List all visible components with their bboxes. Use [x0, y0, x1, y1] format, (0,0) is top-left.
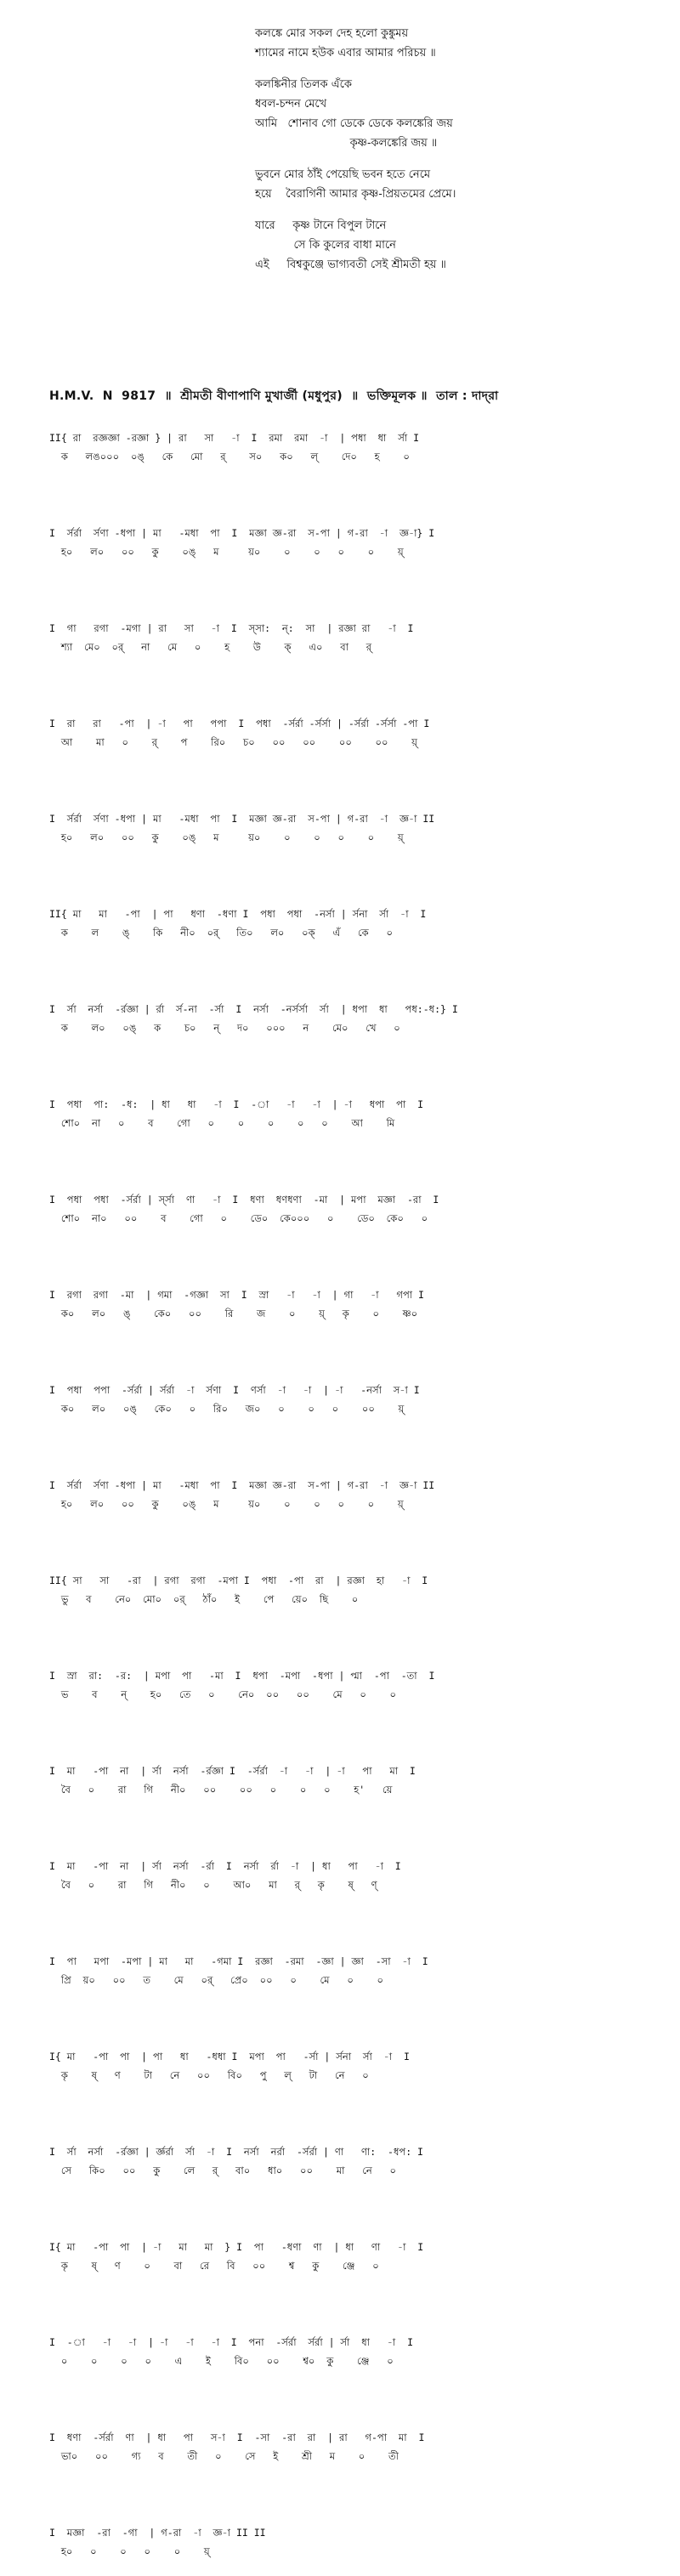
- sahitya-line: আ মা ০ র্‌ প রি০ চ০ ০০ ০০ ০০ ০০ য়্‌: [60, 736, 417, 748]
- sahitya-line: শো০ না০ ০০ ব গো ০ ডে০ কে০০০ ০ ডে০ কে০ ০: [49, 1212, 428, 1224]
- swara-line: II{ সা সা -রা | রগা রগা -মপা I পধা -পা রা | রজ্ঞা হা -া I: [49, 1575, 428, 1586]
- lyric-line: যারে কৃষ্ণ টানে বিপুল টানে: [255, 219, 387, 232]
- notation-row: [49, 1858, 670, 1954]
- swara-line: I স্রা রা: -র: | মপা পা -মা I ধপা -মপা -ধপা | প্মা -পা -তা I: [49, 1670, 435, 1682]
- sahitya-line: হ০ ল০ ০০ কু ০ঙ্‌ ম য়০ ০ ০ ০ ০ য়্‌: [60, 546, 404, 558]
- sahitya-line: বৈ ০ রা গি নী০ ০ আ০ মা র্‌ কৃ ষ্‌ ণ্‌: [60, 1879, 377, 1891]
- notation-row: [49, 1763, 670, 1858]
- notation-row: [49, 621, 670, 716]
- notation-row: [49, 430, 670, 525]
- lyric-line: সে কি কুলের বাধা মানে: [255, 239, 396, 252]
- swara-line: I রা রা -পা | -া পা পপা I পধা -র্সর্রা -র্সর্সা | -র্সর্রা -র্সর্সা -পা I: [49, 718, 430, 729]
- notation-row: [49, 716, 670, 811]
- swara-line: II{ মা মা -পা | পা ধণা -ধণা I পধা পধা -নর্সা | র্সনা র্সা -া I: [49, 908, 427, 920]
- sahitya-line: ক ল০ ০ঙ্‌ ক চ০ ন্‌ দ০ ০০০ ন মে০ খে ০: [49, 1022, 400, 1034]
- lyric-line: কৃষ্ণ-কলঙ্কেরি জয় ॥: [255, 137, 438, 150]
- sahitya-line: ভু ব নে০ মো০ ০র্‌ ঠাঁ০ ই পে য়ে০ ছি ০: [49, 1593, 359, 1605]
- swara-line: I মজ্ঞা -রা -গা | গ-রা -া জ্ঞ-া II II: [49, 2527, 266, 2539]
- swara-line: I ধণা -র্সর্রা ণা | ধা পা স-া I -সা -রা রা | রা গ-পা মা I: [49, 2431, 425, 2443]
- lyrics-stanza-2: [255, 75, 654, 153]
- notation-row: [49, 906, 670, 1001]
- swara-line: I মা -পা না | র্সা নর্সা -র্রজ্ঞা I -র্সর্রা -া -া | -া পা মা I: [49, 1765, 416, 1777]
- lyric-line: শ্যামের নামে হউক এবার আমার পরিচয় ॥: [255, 47, 436, 60]
- swara-line: I পধা পপা -র্সর্রা | র্সর্রা -া র্সণা I ণর্সা -া -া | -া -নর্সা স-া I: [49, 1384, 420, 1396]
- notation-row: [49, 2430, 670, 2525]
- sahitya-line: কৃ ষ্‌ ণ টা নে ০০ বি০ পু ল্‌ টা নে ০: [49, 2069, 369, 2081]
- swara-line: I পধা পধা -র্সর্রা | র্স্সা ণা -া I ধণা ধণধণা -মা | মপা মজ্ঞা -রা I: [49, 1194, 439, 1206]
- notation-row: [49, 1668, 670, 1763]
- sahitya-line: কৃ ষ্‌ ণ ০ বা রে বি ০০ শ্ব কু ঞ্জে ০: [49, 2260, 379, 2272]
- lyric-line: হয়ে বৈরাগিনী আমার কৃষ্ণ-প্রিয়তমের প্রেমে।: [255, 188, 456, 201]
- swara-line: I মা -পা না | র্সা নর্সা -র্রা I নর্সা র্রা -া | ধা পা -া I: [49, 1860, 401, 1872]
- sahitya-line: হ০ ০ ০ ০ ০ য়্‌: [60, 2545, 210, 2557]
- lyrics-stanza-3: [255, 165, 654, 204]
- sahitya-line: ০ ০ ০ ০ এ ই বি০ ০০ শ্ব০ কু ঞ্জে ০: [49, 2355, 394, 2367]
- song-lyrics: [255, 24, 654, 287]
- sahitya-line: ক০ ল০ ০ঙ্‌ কে০ ০ রি০ জ০ ০ ০ ০ ০০ য়্‌: [60, 1403, 405, 1415]
- notation-row: [49, 1097, 670, 1192]
- lyric-line: ধবল-চন্দন মেখে: [255, 98, 327, 111]
- lyric-line: কলঙ্কে মোর সকল দেহ হলো কুঙ্কুময়: [255, 27, 409, 40]
- sahitya-line: বৈ ০ রা গি নী০ ০০ ০০ ০ ০ ০ হ' য়ে: [49, 1784, 393, 1796]
- notation-row: [49, 1192, 670, 1287]
- notation-row: [49, 811, 670, 906]
- swara-line: I গা রগা -মগা | রা সা -া I স্সা: ন্‌: সা | রজ্ঞা রা -া I: [49, 622, 414, 634]
- lyrics-stanza-1: [255, 24, 654, 63]
- notation-row: [49, 2525, 670, 2576]
- record-header: H.M.V. N 9817 ॥ শ্রীমতী বীণাপাণি মুখার্জী (মধুপুর) ॥ ভক্তিমূলক ॥ তাল : দাদ্‌রা: [49, 389, 499, 403]
- sahitya-line: ক০ ল০ ঙ্‌ কে০ ০০ রি জ ০ য়্‌ কৃ ০ ষ্ণ০: [49, 1308, 418, 1319]
- notation-row: [49, 2335, 670, 2430]
- notation-row: [49, 525, 670, 621]
- sahitya-line: হ০ ল০ ০০ কু ০ঙ্‌ ম য়০ ০ ০ ০ ০ য়্‌: [60, 831, 404, 843]
- notation-body: [49, 430, 670, 2576]
- swara-line: I{ মা -পা পা | পা ধা -ধধা I মপা পা -র্সা | র্সনা র্সা -া I: [49, 2051, 410, 2063]
- notation-row: [49, 1001, 670, 1097]
- notation-row: [49, 2049, 670, 2144]
- notation-row: [49, 1382, 670, 1478]
- sahitya-line: ভা০ ০০ গ্য ব তী ০ সে ই শ্রী ম ০ তী: [49, 2450, 399, 2462]
- swara-line: I -া -া -া | -া -া -া I পনা -র্সর্রা র্সর্রা | র্সা ধা -া I: [49, 2336, 413, 2348]
- notation-row: [49, 1287, 670, 1382]
- lyric-line: এই বিশ্বকুঞ্জে ভাগ্যবতী সেই শ্রীমতী হয় ॥: [255, 258, 446, 271]
- notation-row: [49, 2144, 670, 2239]
- notation-row: [49, 1954, 670, 2049]
- swara-line: II{ রা রজ্ঞজ্ঞা -রজ্ঞা } | রা সা -া I রমা রমা -া | পধা ধা র্সা I: [49, 432, 420, 444]
- notation-row: [49, 2239, 670, 2335]
- swara-line: I র্সা নর্সা -র্রজ্ঞা | র্জ্ঞর্রা র্সা -া I নর্সা নর্রা -র্সর্রা | ণা ণা: -ধপ: I: [49, 2146, 423, 2158]
- lyric-line: আমি শোনাব গো ডেকে ডেকে কলঙ্কেরি জয়: [255, 117, 453, 130]
- notation-row: [49, 1573, 670, 1668]
- sahitya-line: প্রি য়০ ০০ ত মে ০র্‌ প্রে০ ০০ ০ মে ০ ০: [49, 1974, 383, 1986]
- swara-line: I পা মপা -মপা | মা মা -গমা I রজ্ঞা -রমা -জ্ঞা | জ্ঞা -সা -া I: [49, 1955, 428, 1967]
- notation-row: [49, 1478, 670, 1573]
- swara-line: I রগা রগা -মা | গমা -গজ্ঞা সা I স্রা -া -া | গা -া গপা I: [49, 1289, 424, 1301]
- lyrics-stanza-4: [255, 216, 654, 275]
- lyric-line: ভুবনে মোর ঠাঁই পেয়েছি ভবন হতে নেমে: [255, 168, 431, 181]
- swara-line: I পধা পা: -ধ: | ধা ধা -া I -া -া -া | -া ধপা পা I: [49, 1098, 424, 1110]
- swara-line: I র্সা নর্সা -র্রজ্ঞা | র্রা র্স-না -র্সা I নর্সা -নর্সর্সা র্সা | ধপা ধা পধ:-ধ:} I: [49, 1003, 458, 1015]
- swara-line: I{ মা -পা পা | -া মা মা } I পা -ধণা ণা | ধা ণা -া I: [49, 2241, 424, 2253]
- sahitya-line: শ্যা মে০ ০র্‌ না মে ০ হ উ ক্‌ এ০ বা র্‌: [60, 641, 372, 653]
- swara-line: I র্সর্রা র্সণা -ধপা | মা -মধা পা I মজ্ঞা জ্ঞ-রা স-পা | গ-রা -া জ্ঞ-া} I: [49, 527, 435, 539]
- sahitya-line: সে কি০ ০০ কু লে র্‌ বা০ ধা০ ০০ মা নে ০: [49, 2165, 396, 2176]
- sahitya-line: শো০ না ০ ব গো ০ ০ ০ ০ ০ আ মি: [49, 1117, 395, 1129]
- lyric-line: কলঙ্কিনীর তিলক এঁকে: [255, 78, 352, 91]
- sahitya-line: হ০ ল০ ০০ কু ০ঙ্‌ ম য়০ ০ ০ ০ ০ য়্‌: [60, 1498, 404, 1510]
- swara-line: I র্সর্রা র্সণা -ধপা | মা -মধা পা I মজ্ঞা জ্ঞ-রা স-পা | গ-রা -া জ্ঞ-া II: [49, 1479, 435, 1491]
- sahitya-line: ক ল ঙ্‌ কি নী০ ০র্‌ তি০ ল০ ০ক্‌ এঁ কে ০: [49, 927, 393, 939]
- sahitya-line: ভ ব ন্‌ হ০ তে ০ নে০ ০০ ০০ মে ০ ০: [49, 1688, 396, 1700]
- sahitya-line: ক লঙ০০০ ০ঙ্‌ কে মো র্‌ স০ ক০ ল্‌ দে০ হ ০: [49, 451, 410, 462]
- swara-line: I র্সর্রা র্সণা -ধপা | মা -মধা পা I মজ্ঞা জ্ঞ-রা স-পা | গ-রা -া জ্ঞ-া II: [49, 813, 435, 825]
